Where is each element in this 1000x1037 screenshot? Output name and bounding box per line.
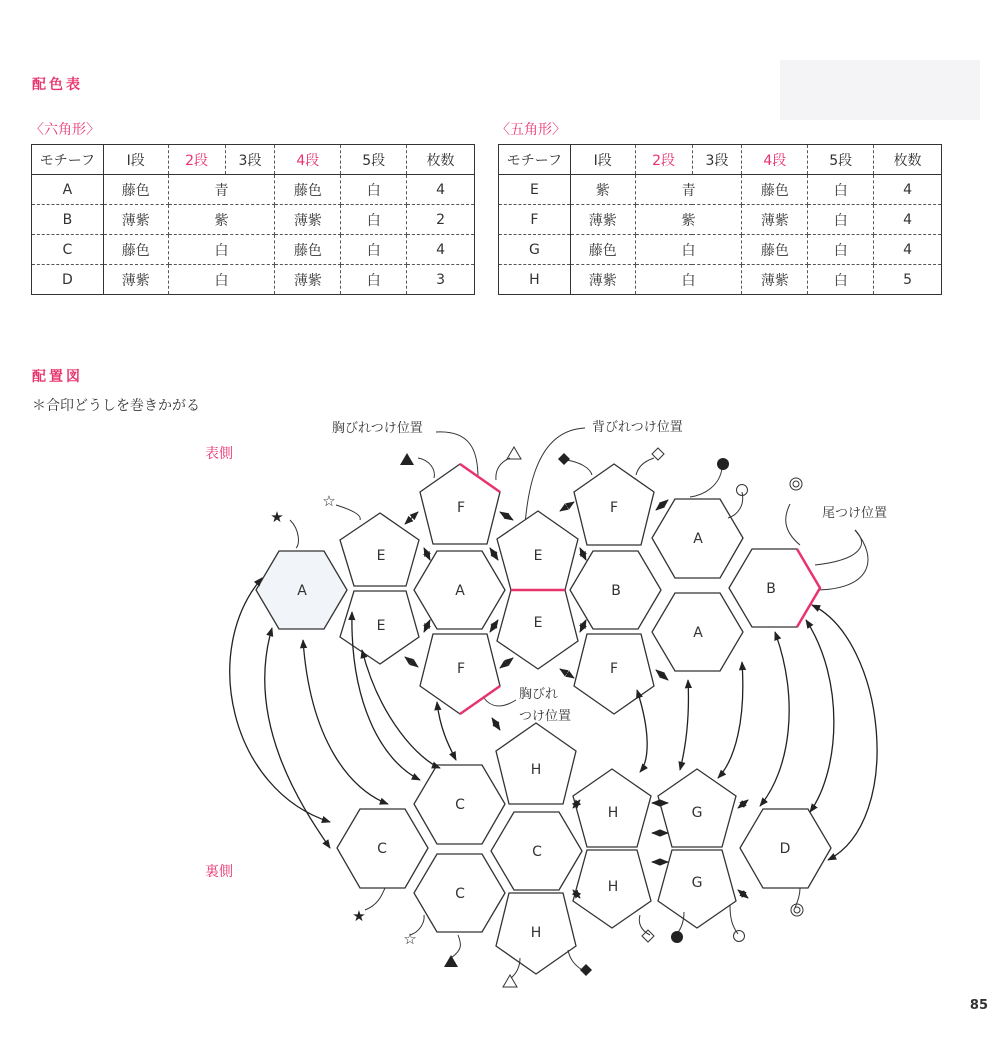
letter-B: B bbox=[611, 583, 621, 599]
cell: 白 bbox=[341, 205, 407, 235]
col-header: Ⅰ段 bbox=[570, 145, 635, 175]
cell: 藤色 bbox=[275, 175, 341, 205]
letter-A: A bbox=[693, 531, 703, 547]
col-header: モチーフ bbox=[499, 145, 571, 175]
col-header: 3段 bbox=[225, 145, 275, 175]
cell: F bbox=[499, 205, 571, 235]
col-header: 5段 bbox=[808, 145, 874, 175]
layout-heading: 配置図 bbox=[32, 369, 83, 385]
cell: D bbox=[32, 265, 104, 295]
col-header: 枚数 bbox=[874, 145, 942, 175]
cell: 薄紫 bbox=[275, 265, 341, 295]
cell: 薄紫 bbox=[570, 205, 635, 235]
pentagon-heading: 〈五角形〉 bbox=[496, 122, 566, 138]
front-label: 表側 bbox=[205, 446, 233, 462]
cell: 4 bbox=[407, 235, 475, 265]
cell: 薄紫 bbox=[275, 205, 341, 235]
letter-E: E bbox=[533, 615, 543, 631]
cell: 藤色 bbox=[275, 235, 341, 265]
letter-F: F bbox=[456, 661, 466, 677]
white-star-icon: ☆ bbox=[322, 492, 336, 510]
cell: 4 bbox=[874, 175, 942, 205]
white-star-icon: ☆ bbox=[403, 930, 417, 948]
letter-C: C bbox=[377, 841, 387, 857]
cell: C bbox=[32, 235, 104, 265]
cell: 白 bbox=[341, 175, 407, 205]
cell: 青 bbox=[168, 175, 275, 205]
col-header: 3段 bbox=[692, 145, 742, 175]
cell: 白 bbox=[808, 265, 874, 295]
cell: 藤色 bbox=[742, 235, 808, 265]
tail-label: 尾つけ位置 bbox=[822, 506, 888, 521]
letter-E: E bbox=[376, 548, 386, 564]
cell: 白 bbox=[168, 235, 275, 265]
letter-H: H bbox=[530, 925, 542, 941]
cell: 4 bbox=[407, 175, 475, 205]
col-header: 2段 bbox=[168, 145, 225, 175]
back-fin-label: 背びれつけ位置 bbox=[592, 420, 683, 435]
cell: 薄紫 bbox=[570, 265, 635, 295]
cell: 4 bbox=[874, 235, 942, 265]
white-circle-icon bbox=[734, 931, 745, 942]
letter-B: B bbox=[766, 581, 776, 597]
cell: E bbox=[499, 175, 571, 205]
black-diamond-icon bbox=[580, 964, 592, 976]
letter-A: A bbox=[455, 583, 465, 599]
col-header: 4段 bbox=[275, 145, 341, 175]
note-text: ＊合印どうしを巻きかがる bbox=[32, 398, 200, 414]
chest-fin-label-2a: 胸びれ bbox=[519, 687, 559, 702]
cell: 藤色 bbox=[570, 235, 635, 265]
letter-G: G bbox=[691, 805, 703, 821]
hexagon-heading: 〈六角形〉 bbox=[30, 122, 100, 138]
black-triangle-icon bbox=[444, 955, 458, 967]
cell: 青 bbox=[635, 175, 742, 205]
cell: 薄紫 bbox=[742, 265, 808, 295]
back-label: 裏側 bbox=[205, 864, 233, 880]
black-star-icon: ★ bbox=[352, 907, 366, 925]
cell: B bbox=[32, 205, 104, 235]
cell: 4 bbox=[874, 205, 942, 235]
cell: 白 bbox=[635, 235, 742, 265]
cell: 紫 bbox=[635, 205, 742, 235]
letter-A: A bbox=[693, 625, 703, 641]
page-number: 85 bbox=[969, 998, 988, 1013]
cell: 薄紫 bbox=[742, 205, 808, 235]
black-star-icon: ★ bbox=[270, 508, 284, 526]
cell: 薄紫 bbox=[103, 205, 168, 235]
black-circle-icon bbox=[717, 458, 729, 470]
col-header: モチーフ bbox=[32, 145, 104, 175]
letter-D: D bbox=[779, 841, 791, 857]
cell: A bbox=[32, 175, 104, 205]
letter-C: C bbox=[455, 886, 465, 902]
white-diamond-icon bbox=[642, 930, 654, 942]
black-circle-icon bbox=[671, 931, 683, 943]
cell: 紫 bbox=[570, 175, 635, 205]
white-triangle-icon bbox=[507, 447, 521, 459]
letter-F: F bbox=[609, 661, 619, 677]
chest-fin-label: 胸びれつけ位置 bbox=[332, 421, 423, 436]
cell: 紫 bbox=[168, 205, 275, 235]
double-circle-icon bbox=[791, 904, 803, 916]
letter-A: A bbox=[297, 583, 307, 599]
double-circle-inner bbox=[794, 907, 800, 913]
chest-fin-label-2b: つけ位置 bbox=[519, 709, 572, 724]
col-header: 5段 bbox=[341, 145, 407, 175]
col-header: 4段 bbox=[742, 145, 808, 175]
letter-C: C bbox=[455, 797, 465, 813]
cell: 藤色 bbox=[742, 175, 808, 205]
col-header: Ⅰ段 bbox=[103, 145, 168, 175]
cell: 2 bbox=[407, 205, 475, 235]
cell: H bbox=[499, 265, 571, 295]
col-header: 枚数 bbox=[407, 145, 475, 175]
cell: 白 bbox=[635, 265, 742, 295]
cell: 白 bbox=[808, 175, 874, 205]
letter-C: C bbox=[532, 844, 542, 860]
cell: 白 bbox=[168, 265, 275, 295]
cell: 白 bbox=[808, 235, 874, 265]
double-circle-inner bbox=[793, 481, 799, 487]
cell: 5 bbox=[903, 271, 913, 288]
cell: G bbox=[499, 235, 571, 265]
col-header: 2段 bbox=[635, 145, 692, 175]
letter-H: H bbox=[607, 805, 619, 821]
letter-F: F bbox=[609, 500, 619, 516]
letter-E: E bbox=[533, 548, 543, 564]
letter-H: H bbox=[530, 762, 542, 778]
cell: 3 bbox=[436, 271, 446, 288]
cell: 白 bbox=[341, 265, 407, 295]
black-diamond-icon bbox=[558, 453, 570, 465]
black-triangle-icon bbox=[400, 453, 414, 465]
white-triangle-icon bbox=[503, 975, 517, 987]
cell: 白 bbox=[341, 235, 407, 265]
cell: 藤色 bbox=[103, 175, 168, 205]
letter-F: F bbox=[456, 500, 466, 516]
letter-E: E bbox=[376, 618, 386, 634]
cell: 藤色 bbox=[103, 235, 168, 265]
cell: 白 bbox=[808, 205, 874, 235]
letter-G: G bbox=[691, 875, 703, 891]
letter-H: H bbox=[607, 879, 619, 895]
double-circle-icon bbox=[790, 478, 802, 490]
cell: 薄紫 bbox=[103, 265, 168, 295]
color-chart-heading: 配色表 bbox=[32, 77, 83, 93]
